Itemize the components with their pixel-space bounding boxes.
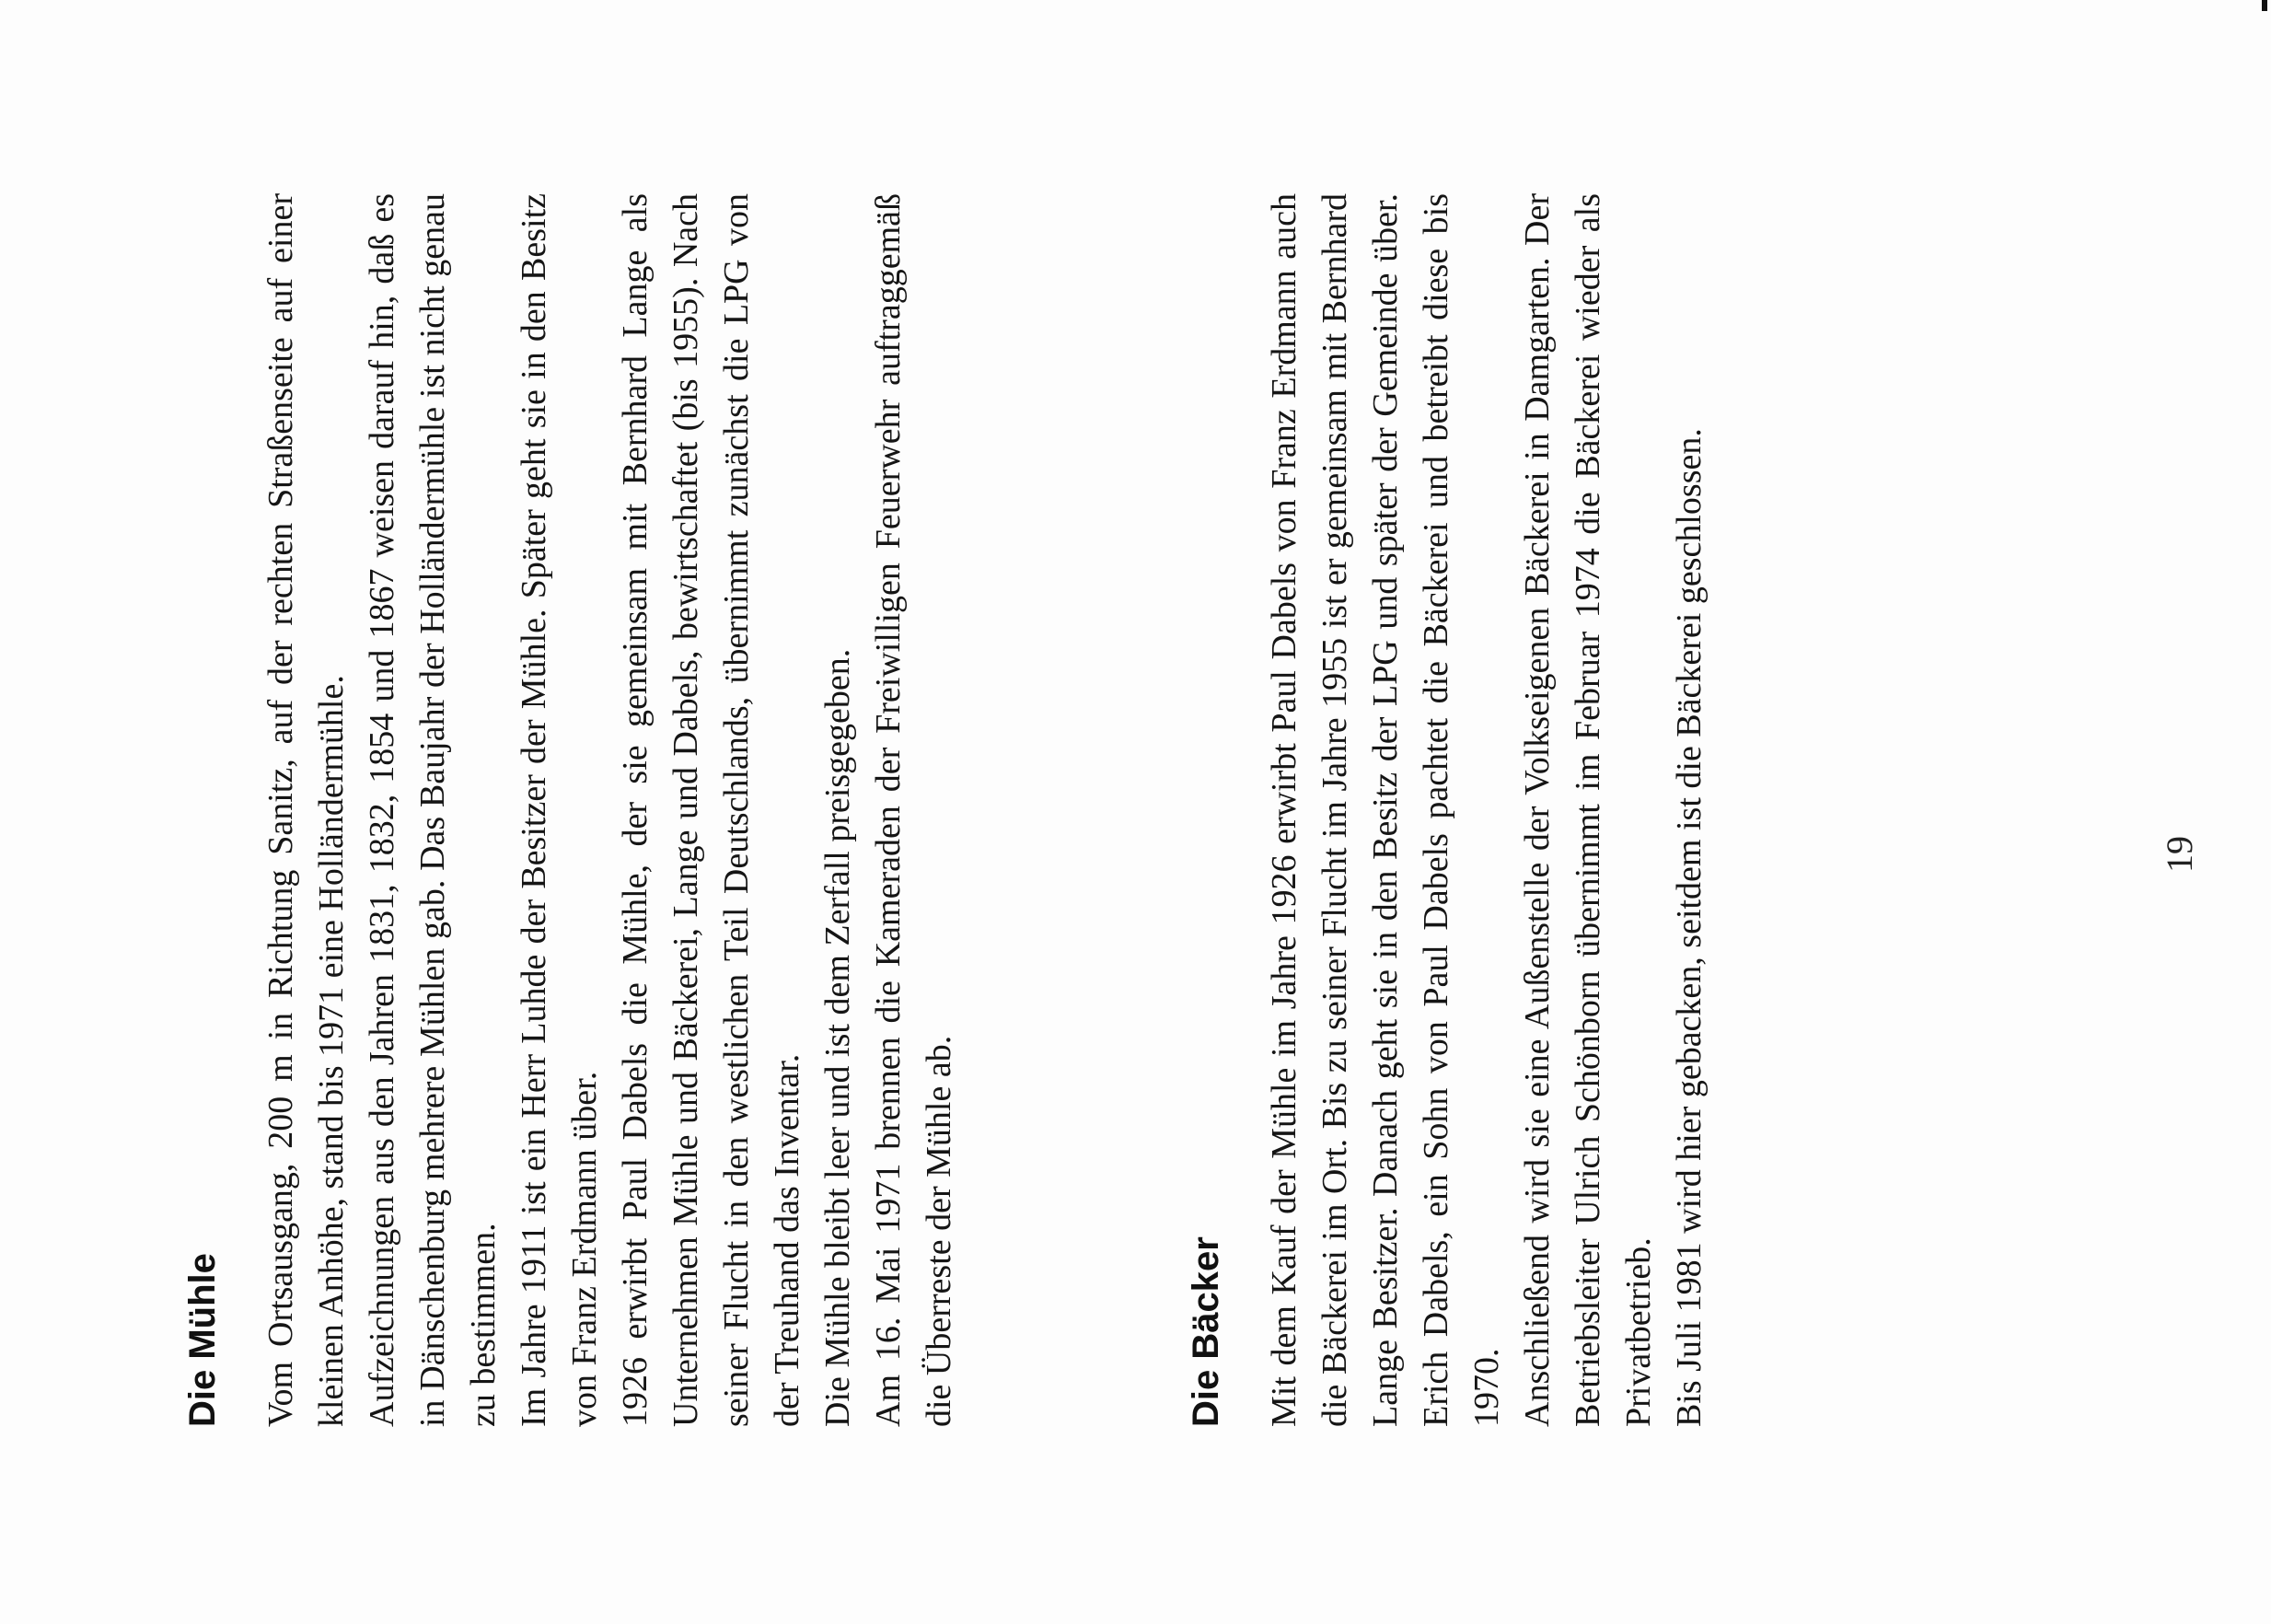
section-die-muehle bbox=[180, 193, 965, 1427]
paragraph: Anschließend wird sie eine Außenstelle der Volkseigenen Bäckerei in Damgarten. Der Betriebsleiter Ulrich Schönborn übernimmt im Februar 1974 die Bäckerei wieder als Privatbetrieb. bbox=[1518, 193, 1658, 1427]
paragraph: Am 16. Mai 1971 brennen die Kameraden der Freiwilligen Feuerwehr auftraggemäß die Überreste der Mühle ab. bbox=[869, 193, 958, 1427]
paragraph: Vom Ortsausgang, 200 m in Richtung Sanitz, auf der rechten Straßenseite auf einer kleinen Anhöhe, stand bis 1971 eine Holländermühle. bbox=[261, 193, 351, 1427]
paragraph: Die Mühle bleibt leer und ist dem Zerfall preisgegeben. bbox=[818, 648, 857, 1427]
paragraph: 1926 erwirbt Paul Dabels die Mühle, der sie gemeinsam mit Bernhard Lange als Unternehmen Mühle und Bäckerei, Lange und Dabels, bewirtschaftet (bis 1955). Nach seiner Flucht in den westlichen Teil Deutschlands, übernimmt zunächst die LPG von der Treuhand das Inventar. bbox=[616, 193, 806, 1427]
section-heading: Die Mühle bbox=[182, 1253, 223, 1427]
section-heading: Die Bäcker bbox=[1186, 1236, 1226, 1427]
page-number: 19 bbox=[2159, 836, 2200, 873]
paragraph: Bis Juli 1981 wird hier gebacken, seitdem ist die Bäckerei geschlossen. bbox=[1670, 428, 1709, 1427]
paragraph: Mit dem Kauf der Mühle im Jahre 1926 erwirbt Paul Dabels von Franz Erdmann auch die Bäckerei im Ort. Bis zu seiner Flucht im Jahre 1955 ist er gemeinsam mit Bernhard Lange Besitzer. Danach geht sie in den Besitz der LPG und später der Gemeinde über. Erich Dabels, ein Sohn von Paul Dabels pachtet die Bäckerei und betreibt diese bis 1970. bbox=[1265, 193, 1506, 1427]
paragraph: Aufzeichnungen aus den Jahren 1831, 1832, 1854 und 1867 weisen darauf hin, daß es in Dänschenburg mehrere Mühlen gab. Das Baujahr der Holländermühle ist nicht genau zu bestimmen. bbox=[363, 193, 503, 1427]
section-die-baecker bbox=[1184, 193, 1715, 1427]
paragraph: Im Jahre 1911 ist ein Herr Luhde der Besitzer der Mühle. Später geht sie in den Besitz von Franz Erdmann über. bbox=[515, 193, 604, 1427]
